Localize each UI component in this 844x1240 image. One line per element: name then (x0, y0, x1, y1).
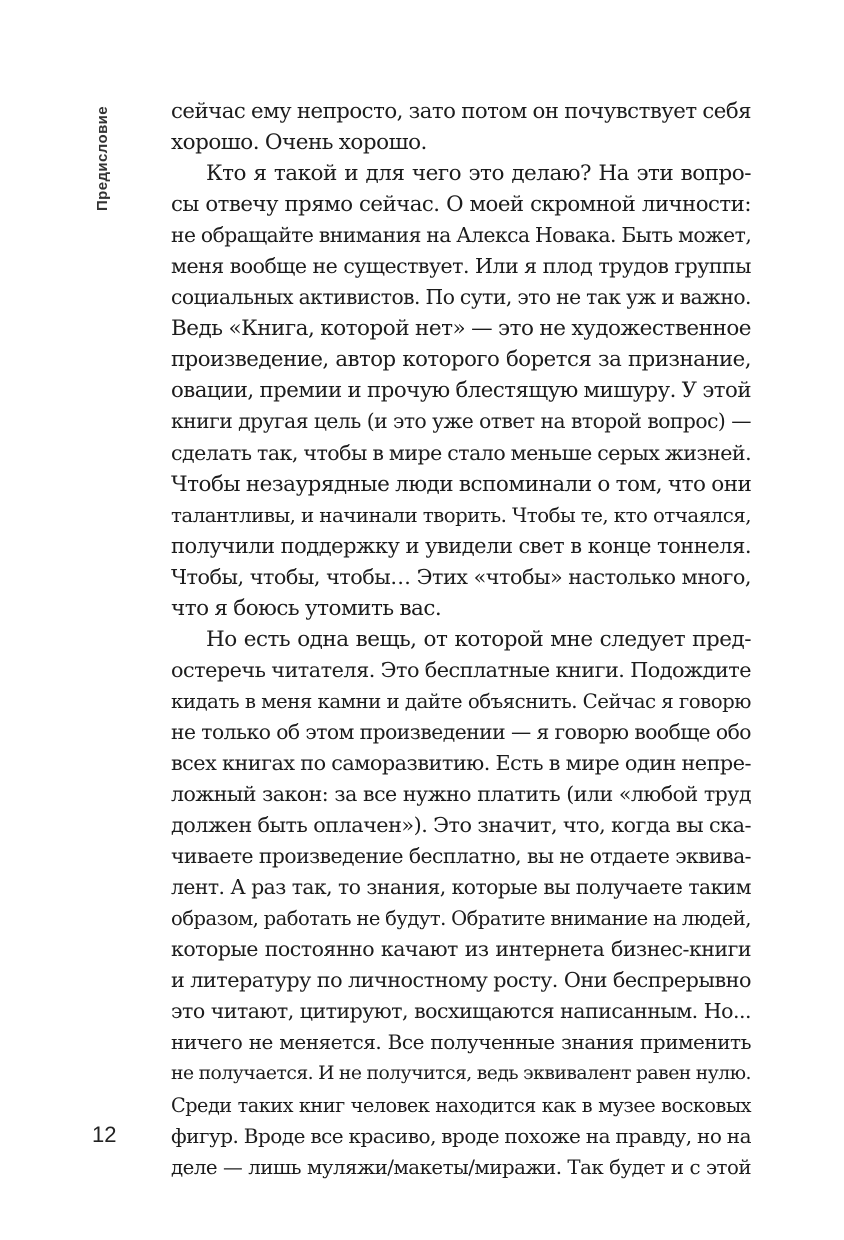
text-line: не только об этом произведении — я говорю вообще обо (171, 719, 751, 744)
text-line: образом, работать не будут. Обратите внимание на людей, (171, 907, 751, 931)
text-line: должен быть оплачен»). Это значит, что, когда вы ска- (171, 813, 751, 838)
text-line: получили поддержку и увидели свет в конце тоннеля. (171, 533, 751, 558)
text-line: не получается. И не получится, ведь эквивалент равен нулю. (171, 1063, 751, 1085)
text-line: Но есть одна вещь, от которой мне следует пред- (206, 626, 751, 652)
text-line: хорошо. Очень хорошо. (171, 130, 427, 156)
text-line: остеречь читателя. Это бесплатные книги. Подождите (171, 657, 751, 682)
text-line: книги другая цель (и это уже ответ на второй вопрос) — (171, 409, 751, 434)
text-line: Среди таких книг человек находится как в музее восковых (171, 1093, 751, 1117)
text-line: которые постоянно качают из интернета бизнес-книги (171, 937, 751, 962)
text-line: ничего не меняется. Все полученные знания применить (171, 1030, 751, 1055)
page-number: 12 (92, 1122, 117, 1147)
text-line: талантливы, и начинали творить. Чтобы те, кто отчаялся, (171, 503, 751, 527)
text-line: всех книгах по саморазвитию. Есть в мире один непре- (171, 750, 751, 775)
text-line: кидать в меня камни и дайте объяснить. Сейчас я говорю (171, 689, 751, 713)
text-line: овации, премии и прочую блестящую мишуру. У этой (171, 378, 751, 404)
text-line: меня вообще не существует. Или я плод трудов группы (171, 254, 751, 279)
text-line: чиваете произведение бесплатно, вы не отдаете эквива- (171, 844, 751, 869)
running-head: Предисловие (94, 105, 111, 211)
text-line: сы отвечу прямо сейчас. О моей скромной личности: (171, 192, 751, 218)
text-line: Чтобы, чтобы, чтобы… Этих «чтобы» настолько много, (171, 564, 751, 589)
text-line: произведение, автор которого борется за признание, (171, 347, 751, 373)
text-line: сделать так, чтобы в мире стало меньше серых жизней. (171, 440, 752, 465)
text-line: деле — лишь муляжи/макеты/миражи. Так будет и с этой (171, 1155, 751, 1179)
body-text (171, 96, 751, 1183)
text-line: ложный закон: за все нужно платить (или «любой труд (171, 782, 751, 807)
text-line: не обращайте внимания на Алекса Новака. Быть может, (171, 223, 752, 248)
text-line: лент. А раз так, то знания, которые вы получаете таким (171, 875, 751, 900)
text-line: Чтобы незаурядные люди вспоминали о том, что они (171, 471, 752, 497)
text-line: Кто я такой и для чего это делаю? На эти вопро- (206, 161, 751, 187)
text-line: это читают, цитируют, восхищаются написанным. Но... (171, 999, 751, 1024)
text-line: фигур. Вроде все красиво, вроде похоже на правду, но на (171, 1123, 751, 1148)
text-line: и литературу по личностному росту. Они беспрерывно (171, 968, 751, 993)
text-line: сейчас ему непросто, зато потом он почувствует себя (171, 99, 752, 124)
text-line: социальных активистов. По сути, это не так уж и важно. (171, 285, 751, 310)
text-line: что я боюсь утомить вас. (171, 595, 442, 621)
text-line: Ведь «Книга, которой нет» — это не художественное (171, 316, 751, 342)
